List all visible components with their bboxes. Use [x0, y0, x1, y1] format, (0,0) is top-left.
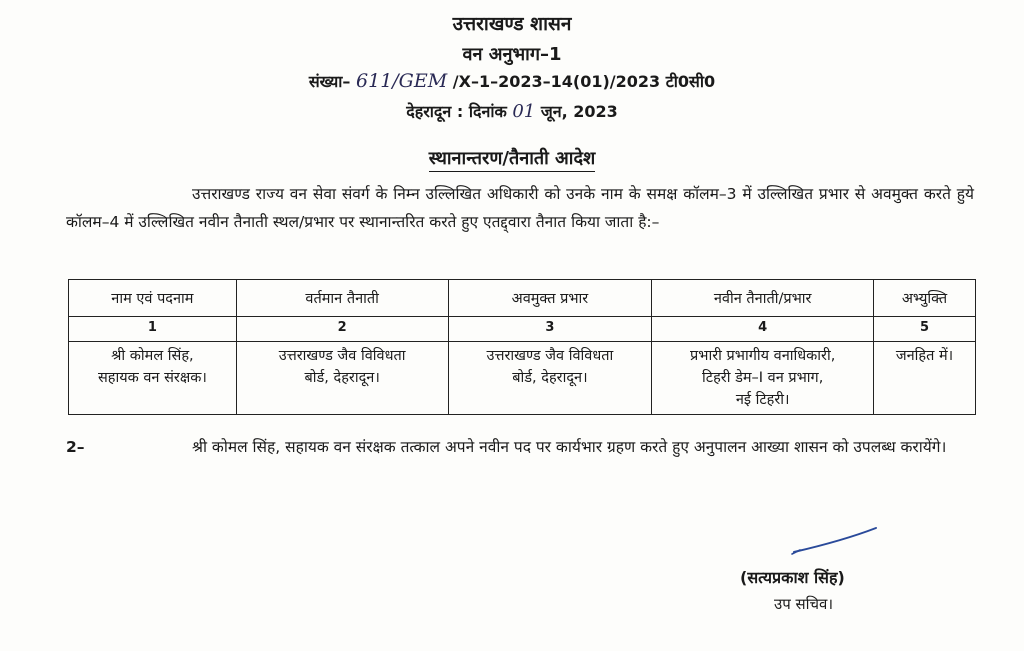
paragraph-1 [66, 180, 974, 236]
paragraph-number: 2– [66, 438, 85, 456]
remarks-cell: जनहित में। [874, 342, 976, 415]
table-header-cell: नाम एवं पदनाम [69, 280, 237, 317]
relieved-charge-line: बोर्ड, देहरादून। [512, 370, 588, 386]
relieved-charge-line: उत्तराखण्ड जैव विविधता [486, 348, 614, 364]
handwritten-signature [780, 520, 890, 560]
column-number: 4 [652, 317, 874, 342]
new-posting-line: प्रभारी प्रभागीय वनाधिकारी, [690, 348, 836, 364]
subject-text: स्थानान्तरण/तैनाती आदेश [429, 148, 596, 172]
new-posting-line: नई टिहरी। [735, 392, 790, 408]
new-posting-cell [652, 342, 874, 415]
paragraph-2 [66, 433, 974, 461]
paragraph-2-text: श्री कोमल सिंह, सहायक वन संरक्षक तत्काल अपने नवीन पद पर कार्यभार ग्रहण करते हुए अनुपालन आख्या शासन को उपलब्ध करायेंगे। [192, 438, 947, 456]
table-header-cell: वर्तमान तैनाती [236, 280, 448, 317]
paragraph-1-text: उत्तराखण्ड राज्य वन सेवा संवर्ग के निम्न उल्लिखित अधिकारी को उनके नाम के समक्ष कॉलम–3 में उल्लिखित प्रभार से अवमुक्त करते हुये कॉलम–4 में उल्लिखित नवीन तैनाती स्थल/प्रभार पर स्थानान्तरित करते हुए एतद्द्वारा तैनात किया जाता है:– [66, 185, 974, 231]
date-suffix: जून, 2023 [540, 102, 618, 121]
table-header-cell: अभ्युक्ति [874, 280, 976, 317]
table-row [69, 342, 976, 415]
current-posting-cell [236, 342, 448, 415]
current-posting-line: बोर्ड, देहरादून। [304, 370, 380, 386]
section-heading: वन अनुभाग–1 [462, 44, 562, 65]
column-number: 1 [69, 317, 237, 342]
column-number: 5 [874, 317, 976, 342]
officer-name: श्री कोमल सिंह, [111, 348, 194, 364]
signatory-name: (सत्यप्रकाश सिंह) [740, 568, 845, 587]
column-number: 3 [448, 317, 652, 342]
table-header-cell: अवमुक्त प्रभार [448, 280, 652, 317]
date-prefix: देहरादून : दिनांक [406, 102, 507, 121]
date-handwritten: 01 [512, 101, 536, 122]
relieved-charge-cell [448, 342, 652, 415]
table-column-number-row [69, 317, 976, 342]
reference-handwritten: 611/GEM [356, 70, 448, 92]
date-line [0, 100, 1024, 122]
current-posting-line: उत्तराखण्ड जैव विविधता [278, 348, 406, 364]
reference-number-line [0, 70, 1024, 92]
new-posting-line: टिहरी डेम–I वन प्रभाग, [702, 370, 824, 386]
reference-suffix: /X–1–2023–14(01)/2023 टी0सी0 [452, 72, 716, 91]
reference-prefix: संख्या– [308, 72, 351, 91]
officer-designation: सहायक वन संरक्षक। [97, 370, 207, 386]
order-subject [0, 146, 1024, 170]
table-header-cell: नवीन तैनाती/प्रभार [652, 280, 874, 317]
table-header-row [69, 280, 976, 317]
signatory-designation: उप सचिव। [774, 595, 834, 613]
posting-table [68, 279, 976, 415]
officer-name-cell [69, 342, 237, 415]
government-heading: उत्तराखण्ड शासन [452, 13, 572, 35]
column-number: 2 [236, 317, 448, 342]
